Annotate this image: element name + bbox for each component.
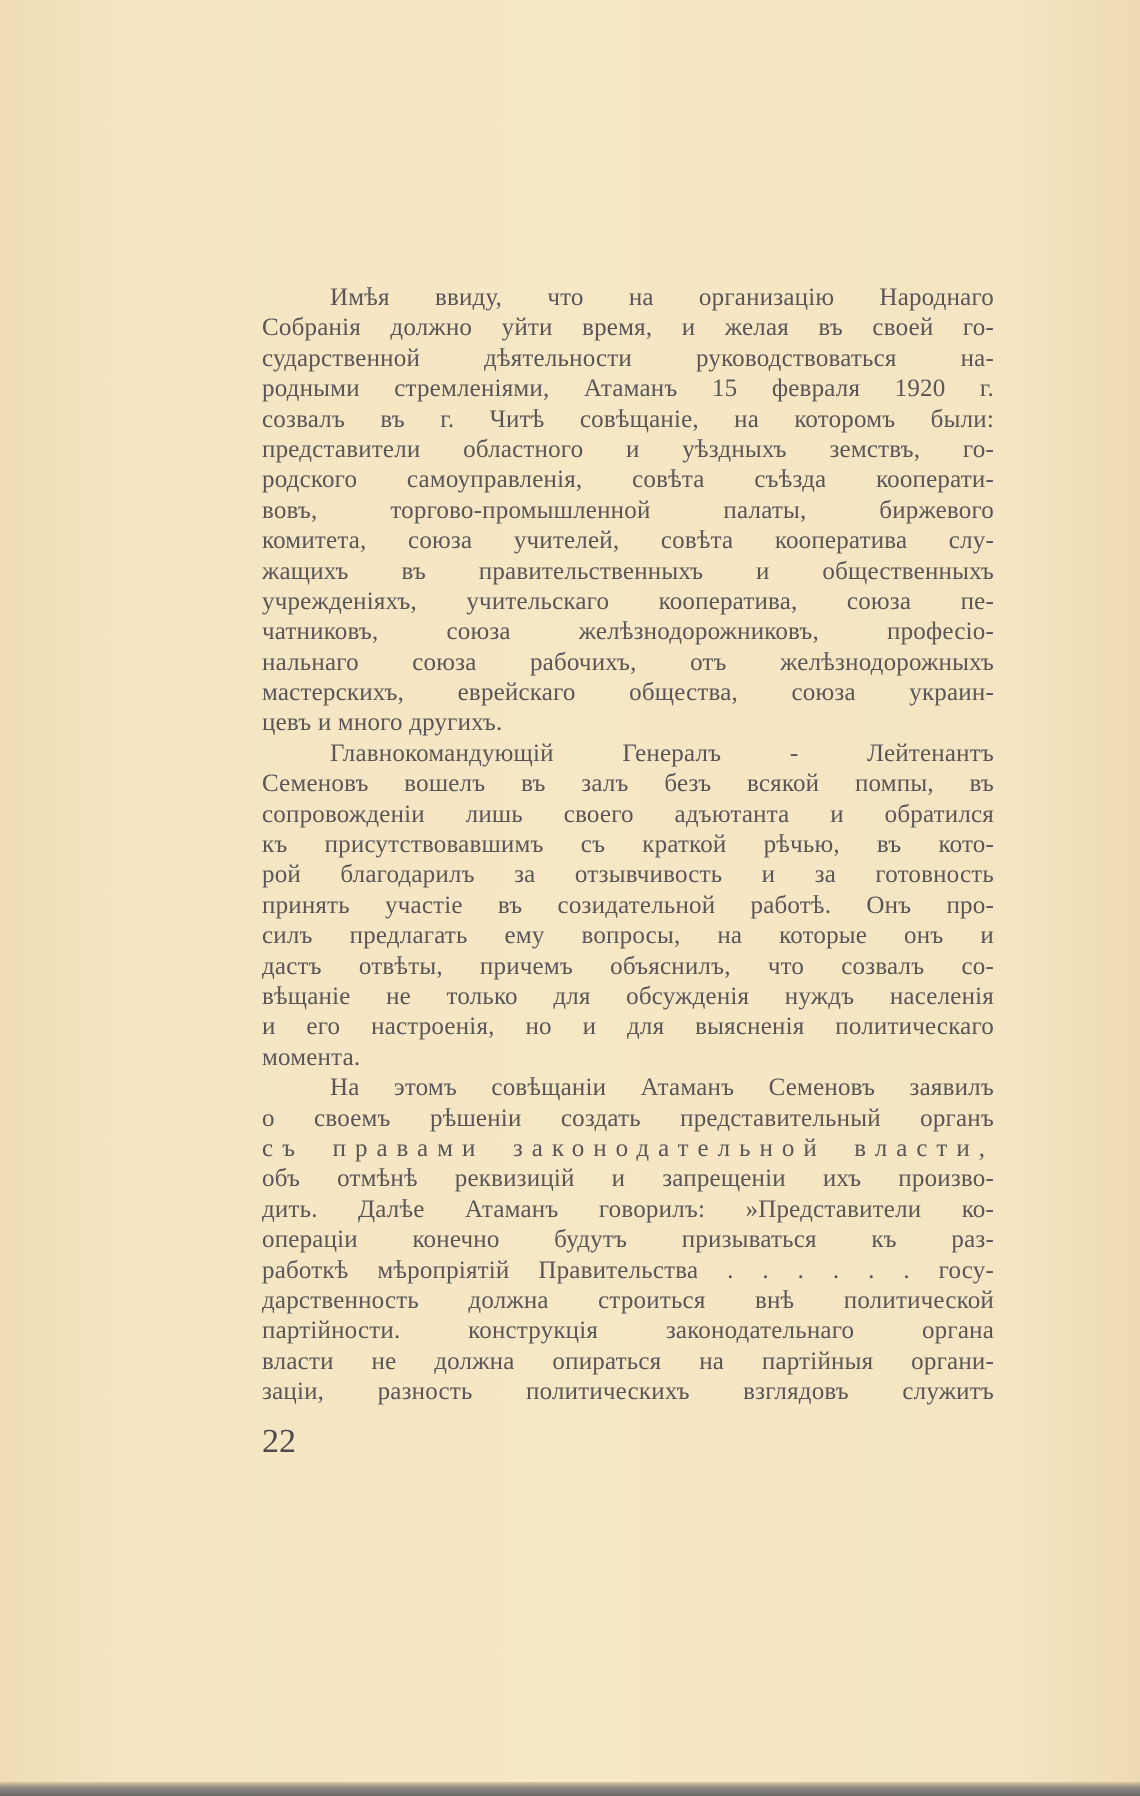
- text-line: съ правами законодательной власти,: [262, 1134, 994, 1162]
- text-line: учрежденіяхъ, учительскаго кооператива, союза пе-: [262, 587, 994, 615]
- text-line: представители областного и уѣздныхъ земствъ, го-: [262, 435, 994, 463]
- text-line: и его настроенія, но и для выясненія политическаго: [262, 1013, 994, 1041]
- text-line: принять участіе въ созидательной работѣ. Онъ про-: [262, 891, 994, 919]
- text-line: къ присутствовавшимъ съ краткой рѣчью, въ кото-: [262, 831, 994, 859]
- text-line: Собранія должно уйти время, и желая въ своей го-: [262, 314, 994, 342]
- text-line: чатниковъ, союза желѣзнодорожниковъ, професіо-: [262, 618, 994, 646]
- text-line: родными стремленіями, Атаманъ 15 февраля 1920 г.: [262, 375, 994, 403]
- text-line: мастерскихъ, еврейскаго общества, союза украин-: [262, 679, 994, 707]
- text-line: цевъ и много другихъ.: [262, 709, 503, 737]
- text-line: операціи конечно будутъ призываться къ раз-: [262, 1226, 994, 1254]
- text-line: Имѣя ввиду, что на организацію Народнаго: [330, 284, 994, 311]
- text-line: нальнаго союза рабочихъ, отъ желѣзнодорожныхъ: [262, 648, 994, 676]
- page-number: 22: [262, 1423, 296, 1460]
- text-line: комитета, союза учителей, совѣта кооператива слу-: [262, 527, 994, 555]
- text-line: о своемъ рѣшеніи создать представительный органъ: [262, 1104, 994, 1132]
- text-line: объ отмѣнѣ реквизицій и запрещеніи ихъ произво-: [262, 1165, 994, 1193]
- text-line: заціи, разность политическихъ взглядовъ служитъ: [262, 1378, 994, 1406]
- text-line: Семеновъ вошелъ въ залъ безъ всякой помпы, въ: [262, 770, 994, 798]
- text-line: вѣщаніе не только для обсужденія нуждъ населенія: [262, 982, 994, 1010]
- body-text: [262, 283, 994, 1407]
- text-line: На этомъ совѣщаніи Атаманъ Семеновъ заявилъ: [330, 1074, 994, 1102]
- text-line: вовъ, торгово-промышленной палаты, биржевого: [262, 496, 994, 524]
- text-line: жащихъ въ правительственныхъ и общественныхъ: [262, 557, 994, 585]
- text-line: власти не должна опираться на партійныя органи-: [262, 1347, 994, 1375]
- text-line: Главнокомандующій Генералъ - Лейтенантъ: [330, 739, 994, 767]
- text-line: родского самоуправленія, совѣта съѣзда кооперати-: [262, 466, 994, 494]
- text-line: момента.: [262, 1043, 361, 1071]
- page-bottom-edge: [0, 1782, 1140, 1796]
- text-line: работкѣ мѣропріятій Правительства . . . . . . госу-: [262, 1256, 994, 1284]
- text-line: созвалъ въ г. Читѣ совѣщаніе, на которомъ были:: [262, 405, 994, 433]
- text-line: дарственность должна строиться внѣ политической: [262, 1286, 994, 1314]
- text-line: сударственной дѣятельности руководствоваться на-: [262, 344, 994, 372]
- text-line: партійности. конструкція законодательнаго органа: [262, 1317, 994, 1345]
- text-line: дастъ отвѣты, причемъ объяснилъ, что созвалъ со-: [262, 952, 994, 980]
- text-line: дить. Далѣе Атаманъ говорилъ: »Представители ко-: [262, 1195, 994, 1223]
- text-line: сопровожденіи лишь своего адъютанта и обратился: [262, 800, 994, 828]
- text-line: рой благодарилъ за отзывчивость и за готовность: [262, 861, 994, 889]
- text-line: силъ предлагать ему вопросы, на которые онъ и: [262, 922, 994, 950]
